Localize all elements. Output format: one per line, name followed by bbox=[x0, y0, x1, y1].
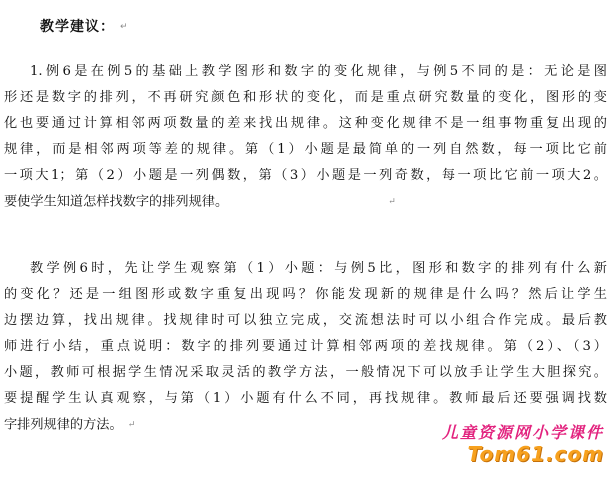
paragraph-line-text: 字排列规律的方法。 bbox=[4, 417, 123, 433]
paragraph-line: 要提醒学生认真观察，与第（1）小题有什么不同，再找规律。教师最后还要强调找数 bbox=[4, 391, 607, 406]
paragraph-line: 形还是数字的排列，不再研究颜色和形状的变化，而是重点研究数量的变化，图形的变 bbox=[4, 90, 607, 105]
paragraph-1 bbox=[4, 59, 607, 215]
section-heading bbox=[40, 16, 129, 36]
paragraph-line: 边摆边算，找出规律。找规律时可以独立完成，交流想法时可以小组合作完成。最后教 bbox=[4, 313, 607, 328]
paragraph-2 bbox=[4, 256, 607, 438]
paragraph-line: 规律，而是相邻两项等差的规律。第（1）小题是最简单的一列自然数，每一项比它前 bbox=[4, 142, 607, 157]
site-watermark bbox=[441, 420, 606, 470]
watermark-logo-text: Tom61.com bbox=[467, 442, 604, 466]
paragraph-mark-icon: ↵ bbox=[388, 197, 396, 207]
paragraph-line: 的变化？还是一组图形或数字重复出现吗？你能发现新的规律是什么吗？然后让学生 bbox=[4, 287, 607, 302]
paragraph-line: 教学例6时，先让学生观察第（1）小题：与例5比，图形和数字的排列有什么新 bbox=[30, 261, 607, 276]
paragraph-line-text: 要使学生知道怎样找数字的排列规律。 bbox=[4, 194, 229, 210]
watermark-site-name: 儿童资源网小学课件 bbox=[441, 423, 604, 442]
paragraph-line: 1.例6是在例5的基础上教学图形和数字的变化规律，与例5不同的是：无论是图 bbox=[30, 64, 607, 79]
paragraph-mark-icon: ↵ bbox=[127, 420, 136, 430]
paragraph-line: 一项大1；第（2）小题是一列偶数，第（3）小题是一列奇数，每一项比它前一项大2。 bbox=[4, 168, 607, 183]
paragraph-last-line bbox=[4, 189, 607, 215]
paragraph-line: 师进行小结，重点说明：数字的排列要通过计算相邻两项的差找规律。第（2）、（3） bbox=[4, 339, 607, 354]
paragraph-line: 化也要通过计算相邻两项数量的差来找出规律。这种变化规律不是一组事物重复出现的 bbox=[4, 116, 607, 131]
paragraph-mark-icon: ↵ bbox=[120, 22, 129, 32]
section-heading-text: 教学建议： bbox=[40, 19, 115, 35]
paragraph-line: 小题，教师可根据学生情况采取灵活的教学方法，一般情况下可以放手让学生大胆探究。 bbox=[4, 365, 607, 380]
